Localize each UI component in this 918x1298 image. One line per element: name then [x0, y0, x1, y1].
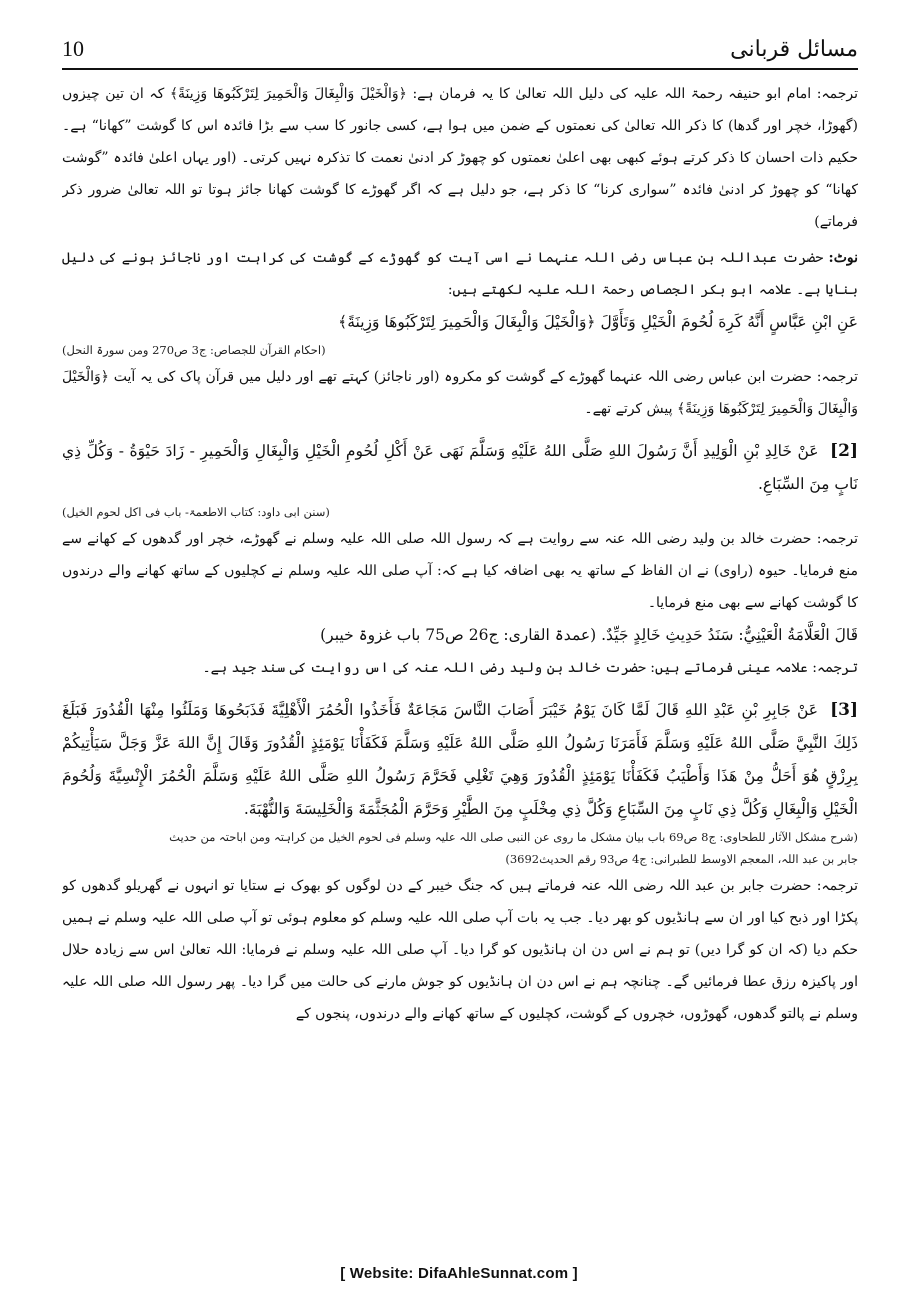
hadith-text: عَنْ جَابِرِ بْنِ عَبْدِ اللهِ قَالَ لَمَّا كَانَ يَوْمُ خَيْبَرَ أَصَابَ النَّاسَ مَجَاعَةٌ فَأَخَذُوا الْحُمُرَ الْأَهْلِيَّةَ فَذَبَحُوهَا وَمَلَئُوا مِنْهَا الْقُدُورَ فَبَلَغَ ذَلِكَ النَّبِيَّ صَلَّى اللهُ عَلَيْهِ وَسَلَّمَ فَأَمَرَنَا رَسُولُ اللهِ صَلَّى اللهُ عَلَيْهِ وَسَلَّمَ فَكَفَأْنَا يَوْمَئِذٍ الْقُدُورَ وَقَالَ إِنَّ اللهَ عَزَّ وَجَلَّ سَيَأْتِيكُمْ بِرِزْقٍ هُوَ أَحَلُّ مِنْ هَذَا وَأَطْيَبُ فَكَفَأْنَا يَوْمَئِذٍ الْقُدُورَ وَهِيَ تَغْلِي فَحَرَّمَ رَسُولُ اللهِ صَلَّى اللهُ عَلَيْهِ وَسَلَّمَ الْحُمُرَ الْإِنْسِيَّةَ وَلُحُومَ الْخَيْلِ وَالْبِغَالِ وَكُلَّ ذِي نَابٍ مِنَ السِّبَاعِ وَكُلَّ ذِي مِخْلَبٍ مِنَ الطَّيْرِ وَحَرَّمَ الْمُجَثَّمَةَ وَالْخَلِيسَةَ وَالنُّهْبَةَ. — [62, 701, 858, 818]
reference: جابر بن عبد اللہ، المعجم الاوسط للطبرانی: ج4 ص93 رقم الحدیث3692) — [505, 852, 858, 866]
reference: (سنن ابی داود: کتاب الاطعمۃ- باب فی اکل لحوم الخیل) — [62, 505, 330, 519]
running-title: مسائل قربانی — [730, 37, 858, 62]
website-footer: [ Website: DifaAhleSunnat.com ] — [340, 1265, 578, 1282]
page-content — [62, 78, 858, 1238]
translation-paragraph: ترجمہ: علامہ عینی فرماتے ہیں: حضرت خالد بن ولید رضی اللہ عنہ کی اس روایت کی سند جید ہے۔ — [202, 660, 858, 676]
hadith-number: [2] — [830, 441, 858, 461]
hadith-number: [3] — [830, 700, 858, 720]
translation-paragraph: ترجمہ: امام ابو حنیفہ رحمۃ اللہ علیہ کی دلیل اللہ تعالیٰ کا یہ فرمان ہے: ﴿وَالْخَيْلَ وَالْبِغَالَ وَالْحَمِيرَ لِتَرْكَبُوهَا وَزِينَةً﴾ کہ ان تین چیزوں (گھوڑا، خچر اور گدھا) کا ذکر اللہ تعالیٰ کی نعمتوں کے ضمن میں ہوا ہے، کسی جانور کا سب سے بڑا فائدہ اس کا گوشت ”کھانا“ ہے۔ حکیم ذات احسان کا ذکر کرتے ہوئے کبھی بھی اعلیٰ نعمتوں کو چھوڑ کر ادنیٰ نعمت کا تذکرہ نہیں کرتی۔ (اور یہاں اعلیٰ فائدہ ”گوشت کھانا“ کو چھوڑ کر ادنیٰ فائدہ ”سواری کرنا“ کا ذکر ہے، جو دلیل ہے کہ اگر گھوڑے کا گوشت کھانا جائز ہوتا تو اللہ تعالیٰ ضرور ذکر فرماتے) — [62, 86, 858, 230]
hadith-text: عَنْ خَالِدِ بْنِ الْوَلِيدِ أَنَّ رَسُولَ اللهِ صَلَّى اللهُ عَلَيْهِ وَسَلَّمَ نَهَى عَنْ أَكْلِ لُحُومِ الْخَيْلِ وَالْبِغَالِ وَالْحَمِيرِ - زَادَ حَيْوَةُ - وَكُلِّ ذِي نَابٍ مِنَ السِّبَاعِ. — [62, 442, 858, 493]
translation-paragraph: ترجمہ: حضرت جابر بن عبد اللہ رضی اللہ عنہ فرماتے ہیں کہ جنگ خیبر کے دن لوگوں کو بھوک نے ستایا تو انہوں نے گھریلو گدھوں کو پکڑا اور ذبح کیا اور ان سے ہانڈیوں کو بھر دیا۔ جب یہ بات آپ صلی اللہ علیہ وسلم کو معلوم ہوئی تو آپ صلی اللہ علیہ وسلم نے ہمیں حکم دیا (کہ ان کو گرا دیں) تو ہم نے اس دن ان ہانڈیوں کو گرا دیا۔ آپ صلی اللہ علیہ وسلم نے فرمایا: اللہ تعالیٰ اس سے زیادہ حلال اور پاکیزہ رزق عطا فرمائیں گے۔ چنانچہ ہم نے اس دن ان ہانڈیوں کو جوش مارنے کی حالت میں گرا دیا۔ پھر رسول اللہ صلی اللہ علیہ وسلم نے پالتو گدھوں، گھوڑوں، خچروں کے گوشت، کچلیوں کے ساتھ کھانے والے درندوں، پنجوں کے — [62, 878, 858, 1022]
page-header — [62, 28, 858, 70]
note-text: حضرت عبداللہ بن عباس رضی اللہ عنہما نے اسی آیت کو گھوڑے کے گوشت کی کراہت اور ناجائز ہونے کی دلیل بنایا ہے۔ علامہ ابو بکر الجصاص رحمۃ اللہ علیہ لکھتے ہیں: — [62, 250, 858, 298]
translation-paragraph: ترجمہ: حضرت خالد بن ولید رضی اللہ عنہ سے روایت ہے کہ رسول اللہ صلی اللہ علیہ وسلم نے گھوڑے، خچر اور گدھوں کے کھانے سے منع فرمایا۔ حیوہ (راوی) نے ان الفاظ کے ساتھ یہ بھی اضافہ کیا ہے کہ: آپ صلی اللہ علیہ وسلم نے کچلیوں کے ساتھ کھانے والے درندوں کا گوشت کھانے سے بھی منع فرمایا۔ — [62, 531, 858, 611]
arabic-quote: عَنِ ابْنِ عَبَّاسٍ أَنَّهُ كَرِهَ لُحُومَ الْخَيْلِ وَتَأَوَّلَ ﴿وَالْخَيْلَ وَالْبِغَالَ وَالْحَمِيرَ لِتَرْكَبُوهَا وَزِينَةً﴾ — [338, 313, 858, 331]
note-paragraph — [62, 242, 858, 306]
translation-paragraph: ترجمہ: حضرت ابن عباس رضی اللہ عنہما گھوڑے کے گوشت کو مکروہ (اور ناجائز) کہتے تھے اور دلیل میں قرآن پاک کی یہ آیت ﴿وَالْخَيْلَ وَالْبِغَالَ وَالْحَمِيرَ لِتَرْكَبُوهَا وَزِينَةً﴾ پیش کرتے تھے۔ — [62, 369, 858, 417]
reference: (احکام القرآن للجصاص: ج3 ص270 ومن سورۃ النحل) — [62, 343, 326, 357]
hadith-2 — [62, 435, 858, 501]
hadith-3 — [62, 694, 858, 826]
arabic-quote: قَالَ الْعَلَّامَةُ الْعَيْنِيُّ: سَنَدُ حَدِيثِ خَالِدٍ جَيِّدٌ. (عمدۃ القاری: ج26 ص75 باب غزوۃ خیبر) — [320, 626, 858, 644]
reference: (شرح مشکل الآثار للطحاوی: ج8 ص69 باب بیان مشکل ما روی عن النبی صلی اللہ علیہ وسلم فی لحوم الخیل من کراہتہ ومن اباحتہ من حدیث — [169, 830, 858, 844]
page-number: 10 — [62, 36, 84, 61]
note-label: نوٹ: — [828, 250, 858, 266]
